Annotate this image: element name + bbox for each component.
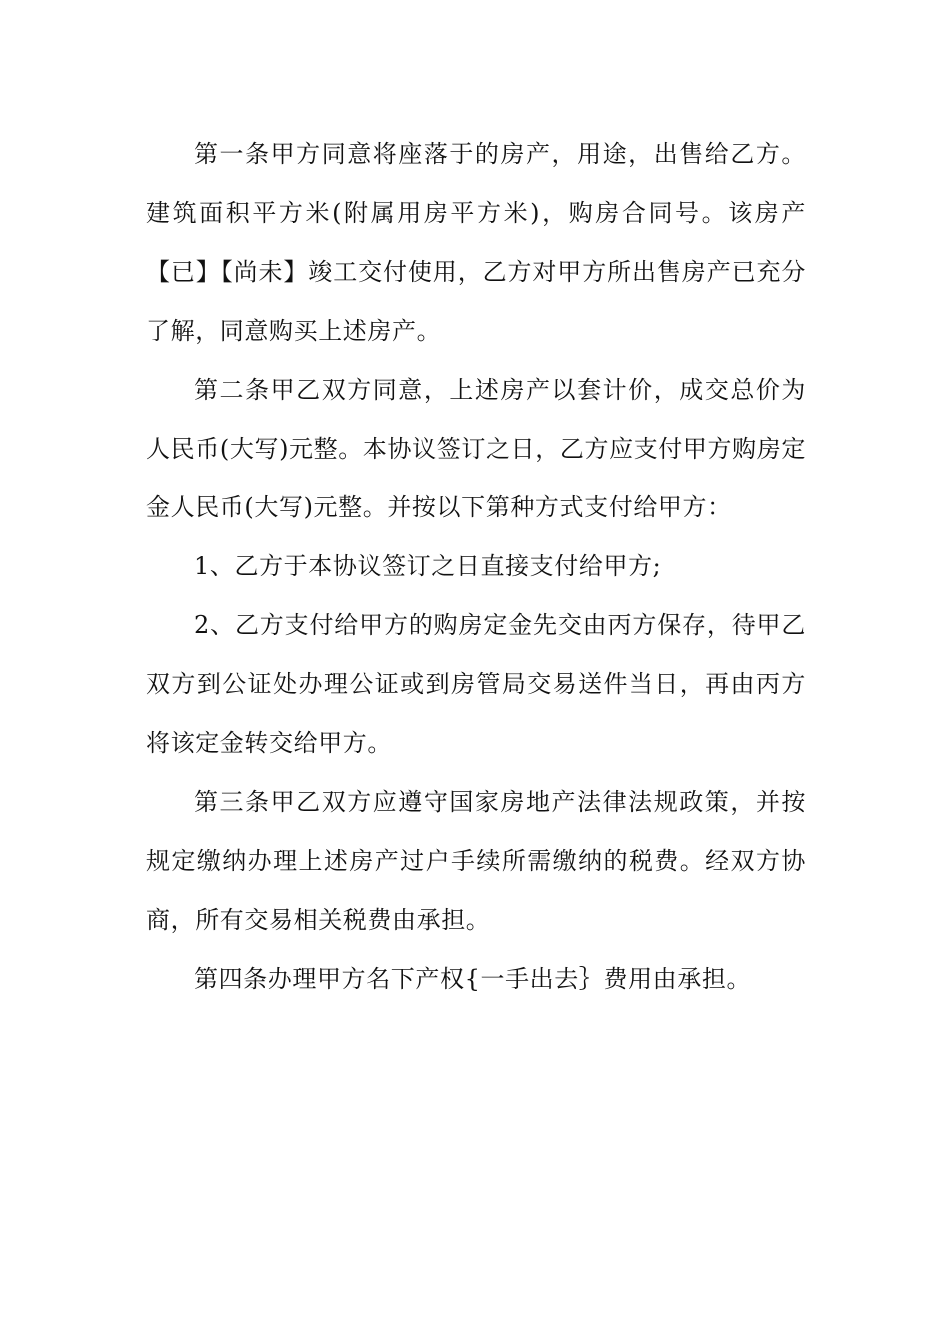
document-body bbox=[146, 125, 806, 1009]
clause-4-paragraph: 第四条办理甲方名下产权{一手出去｝费用由承担。 bbox=[194, 964, 752, 993]
payment-option-1-paragraph: 1、乙方于本协议签订之日直接支付给甲方; bbox=[194, 552, 662, 581]
clause-1-paragraph: 第一条甲方同意将座落于的房产，用途，出售给乙方。建筑面积平方米(附属用房平方米)，购房合同号。该房产【已】【尚未】竣工交付使用，乙方对甲方所出售房产已充分了解，同意购买上述房产。 bbox=[146, 140, 806, 345]
payment-option-2-paragraph: 2、乙方支付给甲方的购房定金先交由丙方保存，待甲乙双方到公证处办理公证或到房管局交易送件当日，再由丙方将该定金转交给甲方。 bbox=[146, 611, 806, 758]
clause-3-paragraph: 第三条甲乙双方应遵守国家房地产法律法规政策，并按规定缴纳办理上述房产过户手续所需缴纳的税费。经双方协商，所有交易相关税费由承担。 bbox=[146, 787, 806, 934]
clause-2-paragraph: 第二条甲乙双方同意，上述房产以套计价，成交总价为人民币(大写)元整。本协议签订之日，乙方应支付甲方购房定金人民币(大写)元整。并按以下第种方式支付给甲方： bbox=[146, 375, 806, 522]
